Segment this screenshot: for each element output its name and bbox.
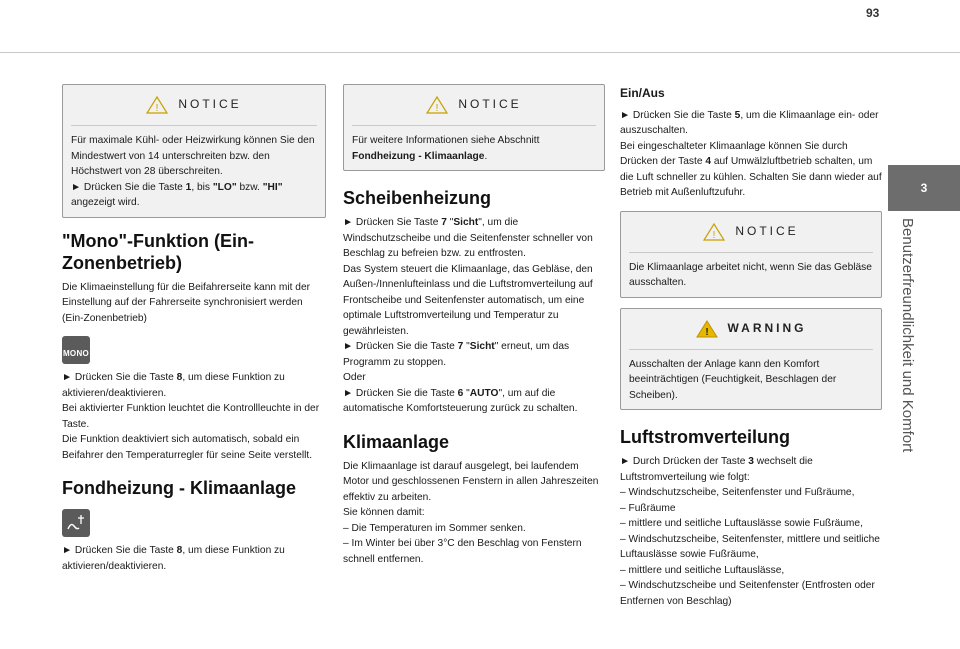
list-item: – Windschutzscheibe, Seitenfenster, mittlere und seitliche Luftauslässe sowie Fußräume, bbox=[620, 533, 880, 560]
mono-intro: Die Klimaeinstellung für die Beifahrerseite kann mit der Einstellung auf der Fahrerseite synchronisiert werden (Ein-Zonenbetrieb) bbox=[62, 281, 311, 324]
mono-instruction: ► Drücken Sie die Taste 8, um diese Funktion zu aktivieren/deaktivieren. bbox=[62, 372, 285, 399]
notice-box-temperature bbox=[62, 84, 326, 218]
chapter-title: Benutzerfreundlichkeit und Komfort bbox=[899, 218, 916, 453]
rear-climate-heading: Fondheizung - Klimaanlage bbox=[62, 478, 297, 498]
list-item: – Windschutzscheibe, Seitenfenster und Fußräume, bbox=[620, 487, 855, 498]
warning-body bbox=[629, 349, 873, 404]
list-item: – mittlere und seitliche Luftauslässe, bbox=[620, 564, 785, 576]
warning-text: Ausschalten der Anlage kann den Komfort beeinträchtigen (Feuchtigkeit, Beschlagen der Scheiben). bbox=[629, 358, 837, 401]
klimaanlage-heading: Klimaanlage bbox=[343, 431, 450, 452]
notice-box-blower bbox=[620, 211, 882, 298]
warning-icon bbox=[696, 320, 718, 338]
list-item: – Windschutzscheibe und Seitenfenster (Entfrosten oder Entfernen von Beschlag) bbox=[620, 580, 875, 607]
column-2 bbox=[343, 84, 605, 567]
rear-climate-icon bbox=[62, 509, 90, 537]
notice-title: NOTICE bbox=[178, 97, 242, 112]
notice-icon bbox=[426, 96, 448, 114]
mono-heading: "Mono"-Funktion (Ein-Zonenbetrieb) bbox=[62, 230, 255, 273]
ein-aus-instruction: ► Drücken Sie die Taste 5, um die Klimaanlage ein- oder auszuschalten. bbox=[620, 109, 879, 136]
svg-text:!: ! bbox=[435, 103, 439, 114]
scheib-instruction-3: ► Drücken Sie die Taste 6 "AUTO", um auf die automatische Komfortsteuerung zurück zu schalten. bbox=[343, 387, 578, 414]
notice-text: Die Klimaanlage arbeitet nicht, wenn Sie das Gebläse ausschalten. bbox=[629, 261, 872, 288]
mono-indicator-text: Bei aktivierter Funktion leuchtet die Kontrollleuchte in der Taste. bbox=[62, 403, 320, 430]
notice-icon bbox=[703, 223, 725, 241]
warning-box bbox=[620, 308, 882, 411]
mono-auto-off-text: Die Funktion deaktiviert sich automatisch, sobald ein Beifahrer den Temperaturregler für seine Seite verstellt. bbox=[62, 434, 313, 461]
klima-list-item: – Die Temperaturen im Sommer senken. bbox=[343, 522, 526, 534]
klima-intro: Die Klimaanlage ist darauf ausgelegt, bei laufendem Motor und geschlossenen Fenstern in allen Jahreszeiten effektiv zu arbeiten. bbox=[343, 460, 599, 503]
ein-aus-recirc-text: Bei eingeschalteter Klimaanlage können Sie durch Drücken der Taste 4 auf Umwälzluftbetrieb schalten, um die Luft schneller zu kühlen. Schalten Sie dann wieder auf Betrieb mit Außenluftzufuhr. bbox=[620, 140, 882, 198]
column-3 bbox=[620, 84, 882, 609]
luftstrom-heading: Luftstromverteilung bbox=[620, 427, 791, 447]
warning-header bbox=[629, 309, 873, 349]
svg-text:!: ! bbox=[704, 326, 709, 338]
notice-header bbox=[71, 85, 317, 125]
list-item: – mittlere und seitliche Luftauslässe sowie Fußräume, bbox=[620, 518, 863, 529]
page-number: 93 bbox=[866, 6, 880, 20]
list-item: – Fußräume bbox=[620, 502, 676, 514]
chapter-tab[interactable]: 3 bbox=[888, 165, 960, 211]
notice-header bbox=[629, 212, 873, 252]
notice-body bbox=[71, 125, 317, 211]
svg-text:!: ! bbox=[712, 229, 716, 241]
notice-title: NOTICE bbox=[458, 97, 522, 112]
notice-icon bbox=[146, 96, 168, 114]
notice-text: Für weitere Informationen siehe Abschnitt Fondheizung - Klimaanlage. bbox=[352, 135, 540, 162]
scheib-instruction-1: ► Drücken Sie Taste 7 "Sicht", um die Windschutzscheibe und die Seitenfenster schneller von Beschlag zu befreien bzw. zu entfrosten. bbox=[343, 217, 593, 259]
notice-instruction: ► Drücken Sie die Taste 1, bis "LO" bzw. "HI" angezeigt wird. bbox=[71, 181, 283, 208]
klima-list-item: – Im Winter bei über 3°C den Beschlag von Fenstern schnell entfernen. bbox=[343, 538, 582, 565]
mono-button-icon: MONO bbox=[62, 336, 90, 364]
notice-box-reference bbox=[343, 84, 605, 171]
warning-title: WARNING bbox=[727, 320, 807, 335]
klima-can-do: Sie können damit: bbox=[343, 507, 425, 518]
notice-header bbox=[352, 85, 596, 125]
rear-climate-instruction: ► Drücken Sie die Taste 8, um diese Funktion zu aktivieren/deaktivieren. bbox=[62, 545, 285, 572]
oder-text: Oder bbox=[343, 372, 366, 383]
luftstrom-instruction: ► Durch Drücken der Taste 3 wechselt die Luftstromverteilung wie folgt: bbox=[620, 456, 813, 483]
notice-title: NOTICE bbox=[735, 223, 799, 238]
notice-body bbox=[629, 252, 873, 291]
svg-text:!: ! bbox=[155, 103, 159, 114]
scheib-instruction-2: ► Drücken Sie die Taste 7 "Sicht" erneut, um das Programm zu stoppen. bbox=[343, 341, 570, 368]
notice-body bbox=[352, 125, 596, 164]
ein-aus-heading: Ein/Aus bbox=[620, 86, 665, 100]
column-1 bbox=[62, 84, 326, 574]
notice-text: Für maximale Kühl- oder Heizwirkung können Sie den Mindestwert von 14 unterschreiten bzw. den Höchstwert von 28 überschreiten. bbox=[71, 135, 315, 177]
scheibenheizung-heading: Scheibenheizung bbox=[343, 188, 492, 208]
header-rule bbox=[0, 52, 960, 53]
scheib-system-text: Das System steuert die Klimaanlage, das Gebläse, den Außen-/Innenlufteinlass und die Luftstromverteilung auf Frontscheibe und Seitenfenster automatisch, um eine optimale Luftstromverteilung und Temperatur zu gewährleisten. bbox=[343, 263, 593, 337]
